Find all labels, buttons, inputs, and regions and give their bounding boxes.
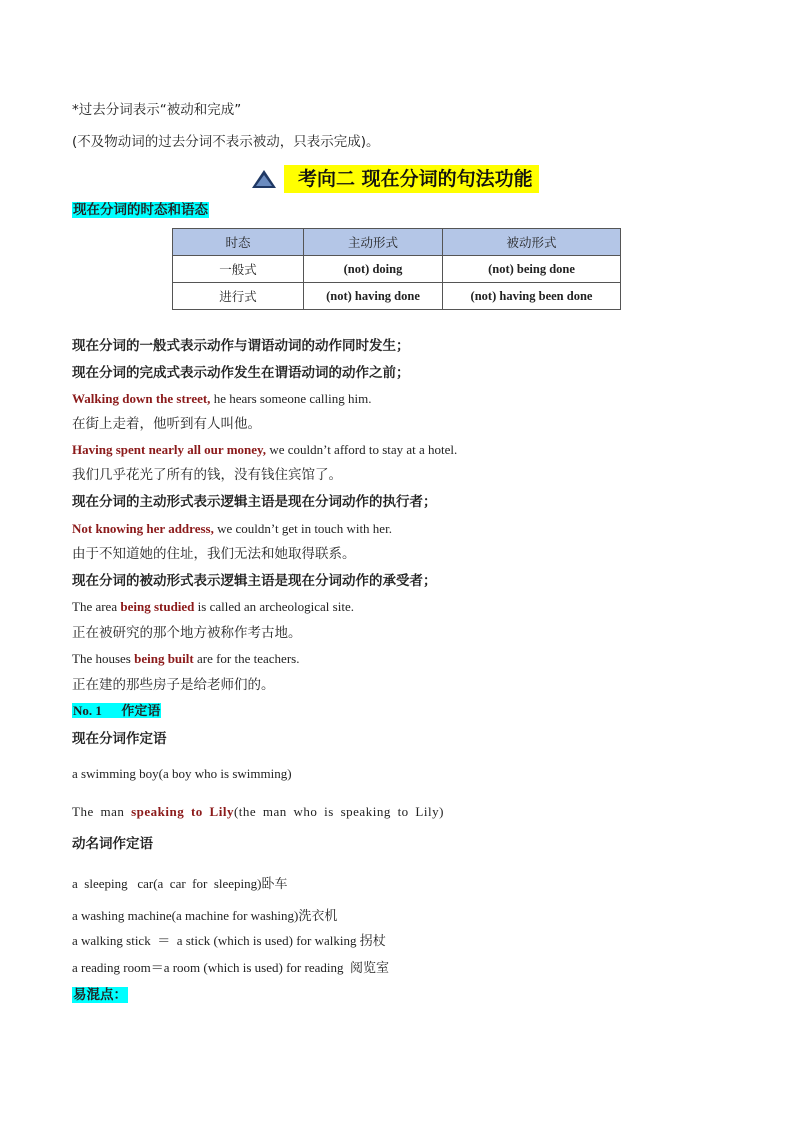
example-4-pre: The area: [72, 599, 121, 614]
table-header-row: [173, 229, 621, 256]
example-5-rest: are for the teachers.: [193, 651, 300, 666]
example-5-highlight: being built: [134, 651, 194, 666]
example-5-pre: The houses: [72, 651, 135, 666]
intro-line-1: *过去分词表示“被动和完成”: [72, 102, 242, 118]
section-title-bar: [252, 165, 539, 193]
example-3-rest: we couldn’t get in touch with her.: [213, 521, 392, 536]
example-2: [72, 441, 457, 459]
rule-3: 现在分词的主动形式表示逻辑主语是现在分词动作的执行者；: [72, 494, 437, 510]
example-3: [72, 520, 392, 538]
section-title: 考向二 现在分词的句法功能: [284, 165, 539, 193]
table-cell: (not) having done: [304, 283, 443, 310]
table-cell: (not) doing: [304, 256, 443, 283]
table-header-cell: 时态: [173, 229, 304, 256]
tense-heading-text: 现在分词的时态和语态: [73, 202, 208, 218]
example-7-highlight: speaking to Lily: [131, 804, 234, 819]
table-header-cell: 被动形式: [443, 229, 621, 256]
table-row: [173, 283, 621, 310]
tense-voice-table: [172, 228, 621, 310]
example-10: a walking stick ＝ a stick (which is used) for walking 拐杖: [72, 933, 386, 948]
table-cell: (not) being done: [443, 256, 621, 283]
rule-2: 现在分词的完成式表示动作发生在谓语动词的动作之前；: [72, 365, 410, 381]
example-2-rest: we couldn’t afford to stay at a hotel.: [266, 442, 458, 457]
example-4-highlight: being studied: [120, 599, 195, 614]
example-4-rest: is called an archeological site.: [194, 599, 354, 614]
example-9: a washing machine(a machine for washing)洗衣机: [72, 908, 338, 923]
subheading-present-participle: 现在分词作定语: [72, 731, 167, 747]
example-4: [72, 598, 354, 616]
rule-4: 现在分词的被动形式表示逻辑主语是现在分词动作的承受者；: [72, 573, 437, 589]
example-1-rest: he hears someone calling him.: [210, 391, 372, 406]
rule-1: 现在分词的一般式表示动作与谓语动词的动作同时发生；: [72, 338, 410, 354]
example-1-highlight: Walking down the street,: [72, 391, 211, 406]
table-header-cell: 主动形式: [304, 229, 443, 256]
example-2-translation: 我们几乎花光了所有的钱，没有钱住宾馆了。: [72, 467, 342, 483]
example-1-translation: 在街上走着，他听到有人叫他。: [72, 416, 261, 432]
confusion-heading-text: 易混点：: [73, 987, 127, 1003]
table-row: [173, 256, 621, 283]
confusion-heading: [72, 986, 128, 1004]
example-11: a reading room＝a room (which is used) for reading 阅览室: [72, 960, 389, 975]
example-5-translation: 正在建的那些房子是给老师们的。: [72, 677, 275, 693]
example-2-highlight: Having spent nearly all our money,: [72, 442, 267, 457]
table-cell: (not) having been done: [443, 283, 621, 310]
example-7-pre: The man: [72, 804, 132, 819]
table-cell: 一般式: [173, 256, 304, 283]
example-3-translation: 由于不知道她的住址，我们无法和她取得联系。: [72, 546, 356, 562]
tense-heading: [72, 201, 209, 219]
intro-line-2: (不及物动词的过去分词不表示被动，只表示完成)。: [72, 134, 380, 150]
no1-heading: [72, 702, 161, 720]
example-5: [72, 650, 299, 668]
example-6: a swimming boy(a boy who is swimming): [72, 766, 292, 781]
example-8: a sleeping car(a car for sleeping)卧车: [72, 876, 288, 891]
example-1: [72, 390, 371, 408]
no1-heading-text: No. 1 作定语: [73, 703, 161, 718]
example-4-translation: 正在被研究的那个地方被称作考古地。: [72, 625, 302, 641]
subheading-gerund: 动名词作定语: [72, 836, 153, 852]
example-3-highlight: Not knowing her address,: [72, 521, 214, 536]
triangle-icon: [252, 170, 276, 188]
example-7-rest: (the man who is speaking to Lily): [233, 804, 444, 819]
table-cell: 进行式: [173, 283, 304, 310]
example-7: [72, 803, 444, 821]
